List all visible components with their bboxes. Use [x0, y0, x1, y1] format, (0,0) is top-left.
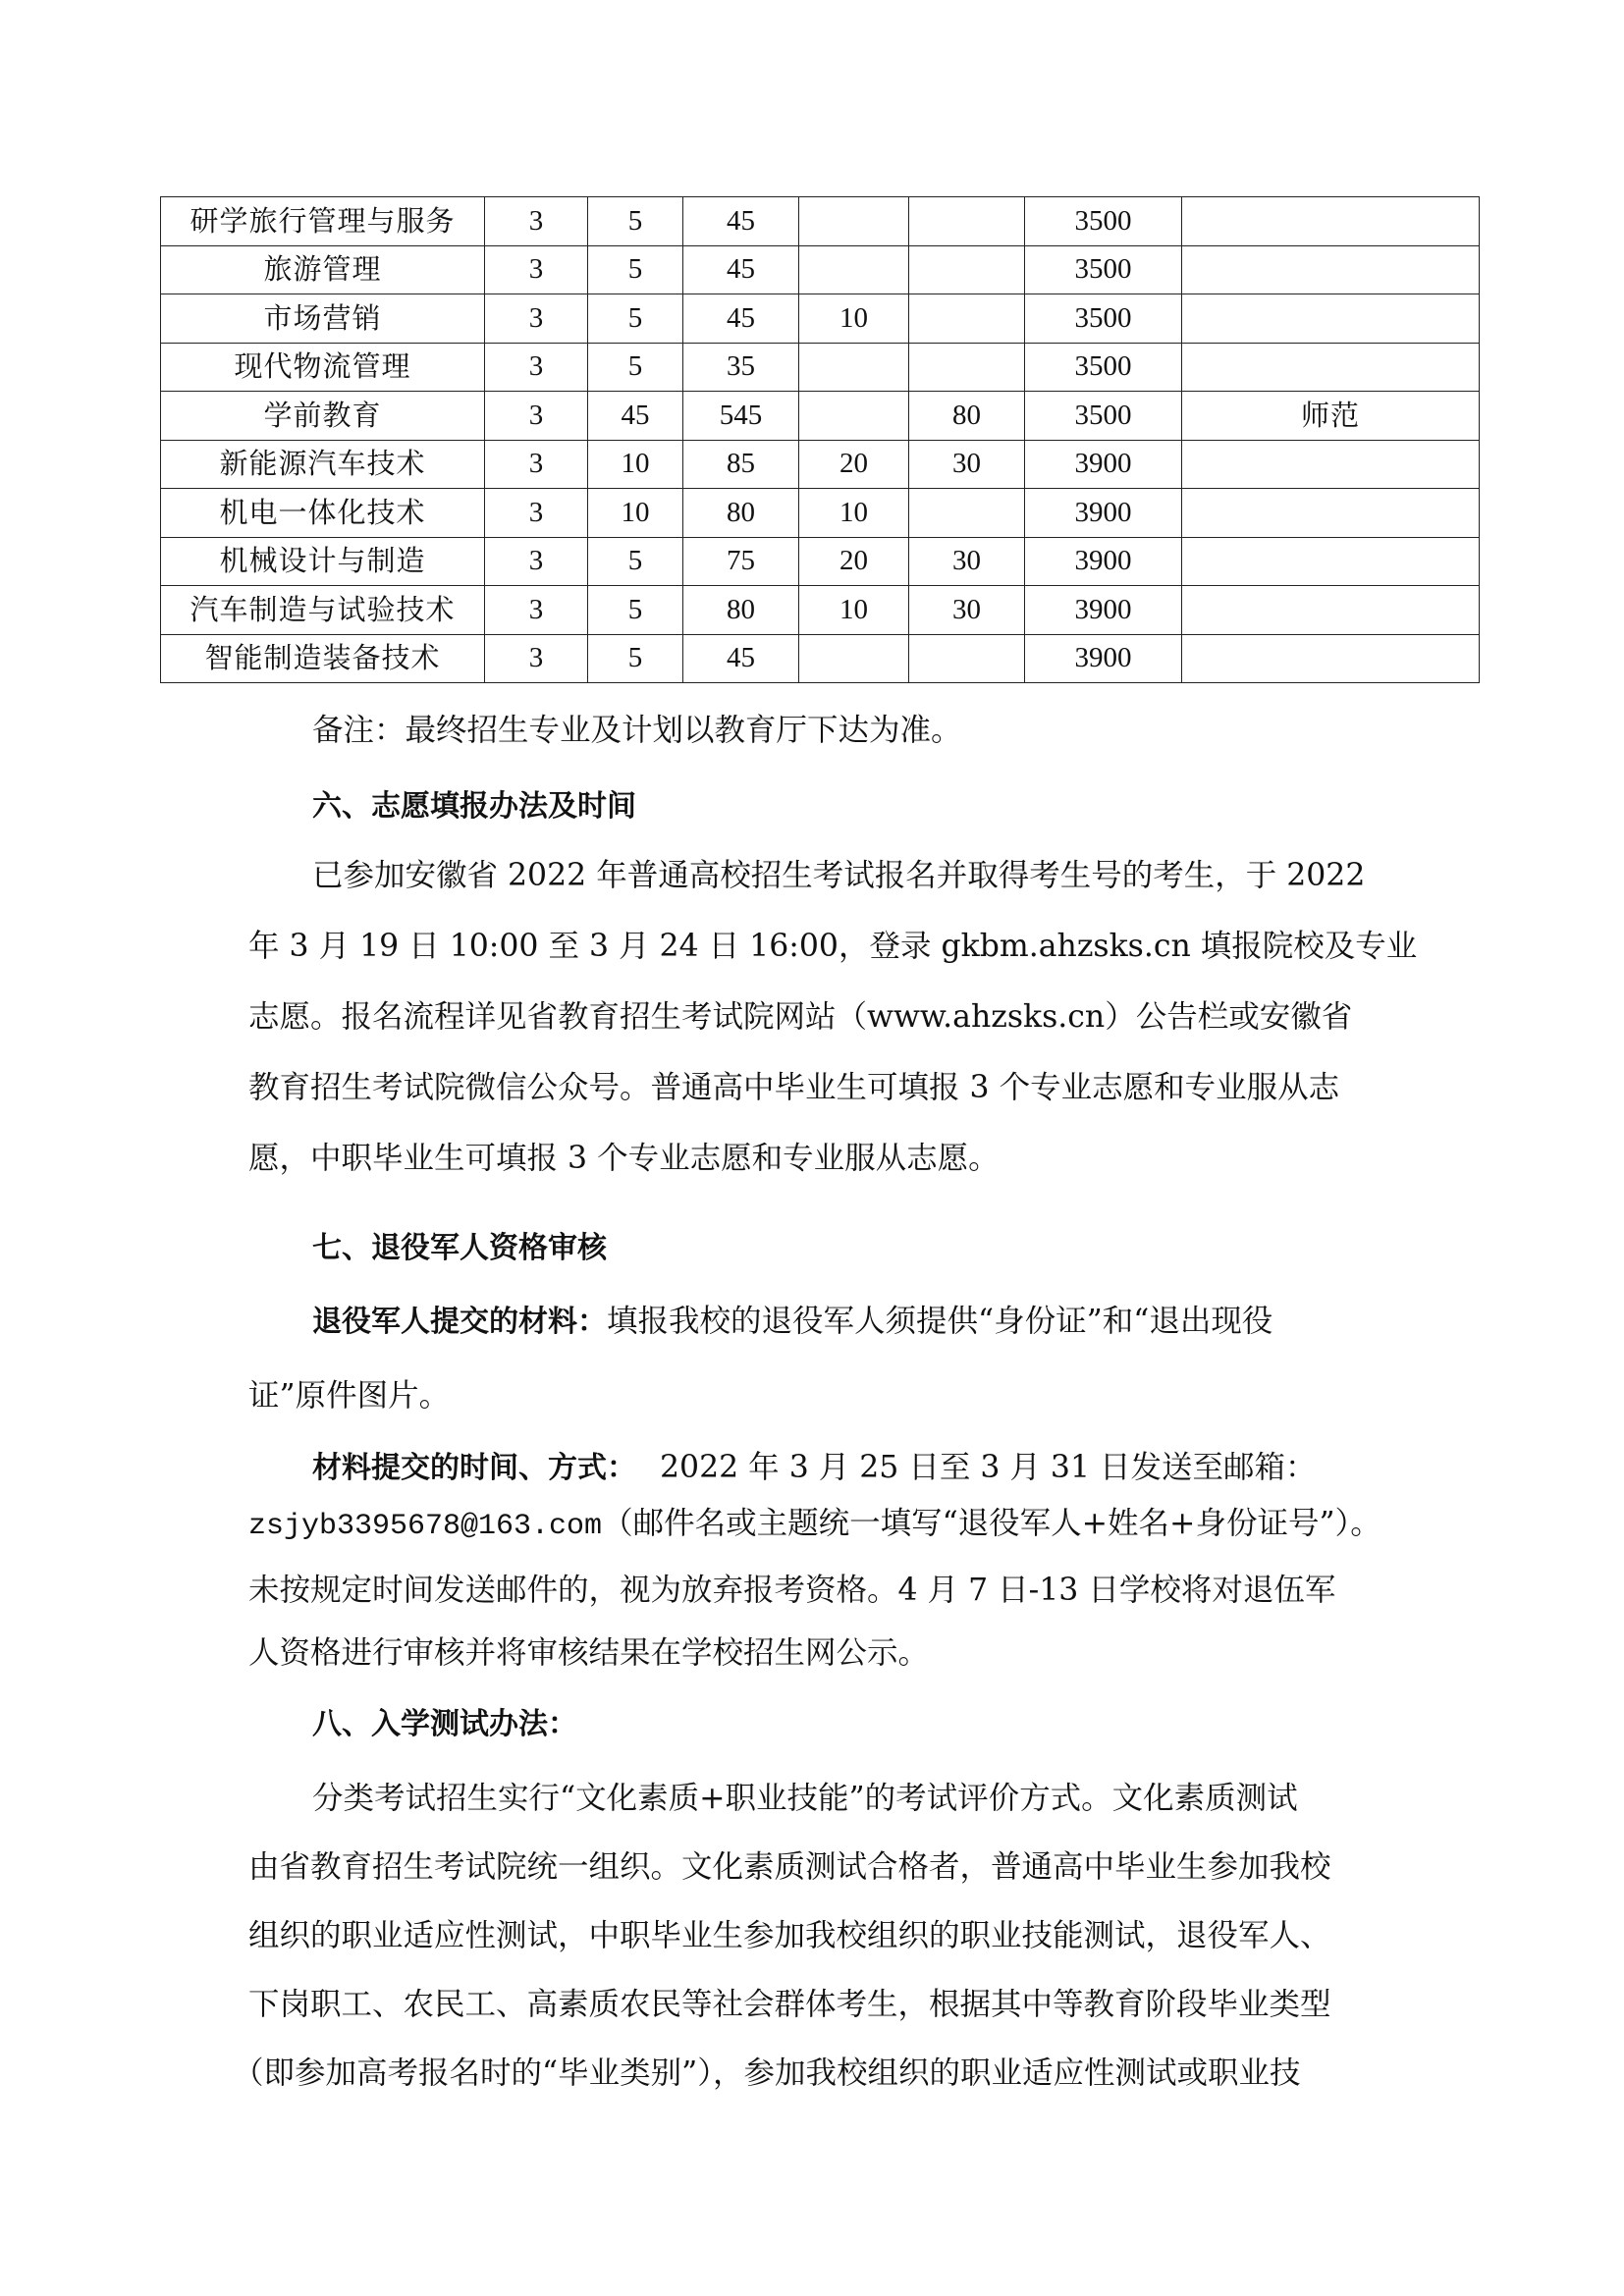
major-cell: 现代物流管理	[161, 343, 485, 392]
plan-cell	[909, 489, 1025, 538]
years-cell: 3	[485, 245, 588, 294]
table-row	[161, 392, 1480, 441]
plan-cell: 80	[909, 392, 1025, 441]
plan-cell	[799, 634, 909, 683]
years-cell: 3	[485, 537, 588, 586]
table-row	[161, 197, 1480, 246]
submission-label: 材料提交的时间、方式：	[312, 1451, 636, 1485]
table-remark: 备注：最终招生专业及计划以教育厅下达为准。	[312, 713, 962, 748]
years-cell: 3	[485, 586, 588, 635]
plan-cell: 5	[588, 343, 683, 392]
years-cell: 3	[485, 343, 588, 392]
major-cell: 新能源汽车技术	[161, 440, 485, 489]
plan-cell: 5	[588, 197, 683, 246]
tuition-cell: 3500	[1025, 294, 1182, 344]
enrollment-plan-table	[160, 196, 1480, 683]
years-cell: 3	[485, 294, 588, 344]
tuition-cell: 3500	[1025, 197, 1182, 246]
plan-cell: 45	[683, 197, 799, 246]
submission-email: zsjyb3395678@163.com	[248, 1510, 603, 1543]
plan-cell: 10	[799, 489, 909, 538]
major-cell: 智能制造装备技术	[161, 634, 485, 683]
plan-cell	[799, 343, 909, 392]
years-cell: 3	[485, 392, 588, 441]
plan-cell	[909, 634, 1025, 683]
major-cell: 汽车制造与试验技术	[161, 586, 485, 635]
plan-cell	[909, 245, 1025, 294]
plan-cell	[799, 245, 909, 294]
section-8-line: 下岗职工、农民工、高素质农民等社会群体考生，根据其中等教育阶段毕业类型	[248, 1987, 1331, 2022]
submission-text-line: 人资格进行审核并将审核结果在学校招生网公示。	[248, 1635, 930, 1671]
years-cell: 3	[485, 197, 588, 246]
plan-cell: 5	[588, 245, 683, 294]
tuition-cell: 3500	[1025, 343, 1182, 392]
plan-cell	[799, 392, 909, 441]
plan-cell: 45	[683, 294, 799, 344]
plan-cell	[909, 343, 1025, 392]
remark-cell	[1182, 343, 1480, 392]
materials-text-cont: 证”原件图片。	[248, 1378, 451, 1414]
remark-cell: 师范	[1182, 392, 1480, 441]
tuition-cell: 3900	[1025, 586, 1182, 635]
plan-cell: 20	[799, 537, 909, 586]
table-row	[161, 294, 1480, 344]
section-8-line: （即参加高考报名时的“毕业类别”），参加我校组织的职业适应性测试或职业技	[233, 2056, 1301, 2091]
plan-cell	[909, 197, 1025, 246]
materials-label: 退役军人提交的材料：	[312, 1305, 607, 1339]
years-cell: 3	[485, 440, 588, 489]
section-8-line: 由省教育招生考试院统一组织。文化素质测试合格者，普通高中毕业生参加我校	[248, 1849, 1331, 1885]
plan-cell: 80	[683, 489, 799, 538]
major-cell: 学前教育	[161, 392, 485, 441]
materials-text: 填报我校的退役军人须提供“身份证”和“退出现役	[607, 1304, 1273, 1339]
section-7-heading: 七、退役军人资格审核	[312, 1231, 607, 1265]
table-row	[161, 537, 1480, 586]
materials-paragraph	[312, 1302, 1272, 1342]
major-cell: 机电一体化技术	[161, 489, 485, 538]
tuition-cell: 3900	[1025, 634, 1182, 683]
remark-cell	[1182, 440, 1480, 489]
remark-cell	[1182, 489, 1480, 538]
plan-cell: 35	[683, 343, 799, 392]
major-cell: 市场营销	[161, 294, 485, 344]
plan-cell	[799, 197, 909, 246]
tuition-cell: 3900	[1025, 537, 1182, 586]
remark-cell	[1182, 586, 1480, 635]
plan-cell: 5	[588, 586, 683, 635]
plan-cell: 75	[683, 537, 799, 586]
remark-cell	[1182, 197, 1480, 246]
plan-cell: 30	[909, 440, 1025, 489]
section-6-line: 教育招生考试院微信公众号。普通高中毕业生可填报 3 个专业志愿和专业服从志	[248, 1070, 1340, 1105]
plan-cell: 30	[909, 537, 1025, 586]
table-row	[161, 440, 1480, 489]
table-row	[161, 489, 1480, 538]
tuition-cell: 3500	[1025, 245, 1182, 294]
section-6-line: 志愿。报名流程详见省教育招生考试院网站（www.ahzsks.cn）公告栏或安徽省	[248, 999, 1353, 1035]
table-row	[161, 634, 1480, 683]
section-6-line: 已参加安徽省 2022 年普通高校招生考试报名并取得考生号的考生，于 2022	[312, 858, 1366, 893]
section-8-line: 分类考试招生实行“文化素质+职业技能”的考试评价方式。文化素质测试	[312, 1781, 1298, 1816]
plan-cell: 45	[683, 634, 799, 683]
tuition-cell: 3900	[1025, 489, 1182, 538]
tuition-cell: 3900	[1025, 440, 1182, 489]
major-cell: 机械设计与制造	[161, 537, 485, 586]
remark-cell	[1182, 245, 1480, 294]
plan-cell: 20	[799, 440, 909, 489]
major-cell: 研学旅行管理与服务	[161, 197, 485, 246]
plan-cell: 45	[683, 245, 799, 294]
section-6-line: 年 3 月 19 日 10:00 至 3 月 24 日 16:00，登录 gkbm.ahzsks.cn 填报院校及专业	[248, 929, 1418, 964]
section-6-heading: 六、志愿填报办法及时间	[312, 789, 636, 824]
table-row	[161, 245, 1480, 294]
years-cell: 3	[485, 489, 588, 538]
plan-cell: 85	[683, 440, 799, 489]
table-row	[161, 343, 1480, 392]
remark-cell	[1182, 537, 1480, 586]
plan-cell: 45	[588, 392, 683, 441]
plan-cell	[909, 294, 1025, 344]
plan-cell: 10	[799, 294, 909, 344]
submission-text: （邮件名或主题统一填写“退役军人+姓名+身份证号”）。	[602, 1506, 1381, 1541]
submission-paragraph	[312, 1448, 1317, 1488]
section-8-heading: 八、入学测试办法：	[312, 1707, 577, 1741]
major-cell: 旅游管理	[161, 245, 485, 294]
plan-cell: 10	[588, 440, 683, 489]
submission-text: 2022 年 3 月 25 日至 3 月 31 日发送至邮箱：	[660, 1450, 1317, 1485]
plan-cell: 80	[683, 586, 799, 635]
table-row	[161, 586, 1480, 635]
plan-cell: 5	[588, 294, 683, 344]
plan-cell: 545	[683, 392, 799, 441]
years-cell: 3	[485, 634, 588, 683]
plan-cell: 10	[799, 586, 909, 635]
remark-cell	[1182, 294, 1480, 344]
remark-cell	[1182, 634, 1480, 683]
submission-email-line	[248, 1504, 1381, 1546]
section-8-line: 组织的职业适应性测试，中职毕业生参加我校组织的职业技能测试，退役军人、	[248, 1918, 1331, 1953]
plan-cell: 10	[588, 489, 683, 538]
plan-cell: 5	[588, 634, 683, 683]
tuition-cell: 3500	[1025, 392, 1182, 441]
plan-cell: 5	[588, 537, 683, 586]
section-6-line: 愿，中职毕业生可填报 3 个专业志愿和专业服从志愿。	[248, 1141, 1000, 1176]
plan-cell: 30	[909, 586, 1025, 635]
submission-text-line: 未按规定时间发送邮件的，视为放弃报考资格。4 月 7 日-13 日学校将对退伍军	[248, 1573, 1336, 1608]
